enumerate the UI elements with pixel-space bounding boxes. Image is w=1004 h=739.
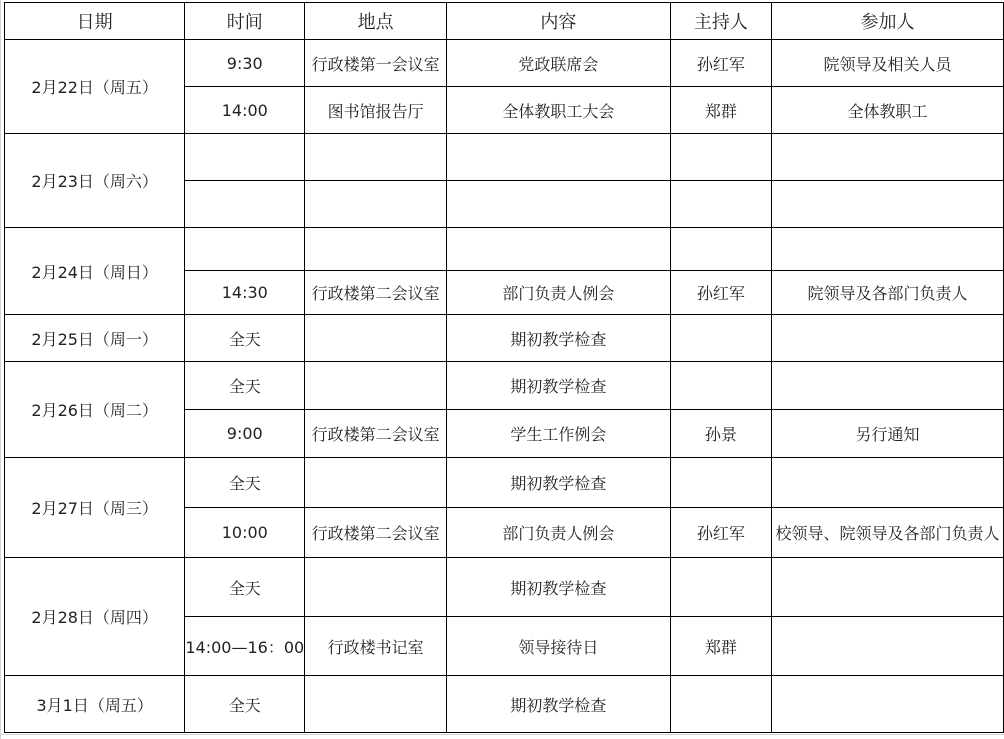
host-cell xyxy=(670,134,771,181)
table-row xyxy=(5,134,1004,181)
host-cell xyxy=(670,228,771,271)
date-cell: 2月28日（周四） xyxy=(5,558,185,676)
attendees-cell: 校领导、院领导及各部门负责人 xyxy=(772,508,1004,558)
host-cell xyxy=(670,676,771,733)
content-cell: 学生工作例会 xyxy=(447,410,671,458)
attendees-cell: 院领导及相关人员 xyxy=(772,40,1004,87)
header-content: 内容 xyxy=(447,3,671,40)
host-cell: 郑群 xyxy=(670,617,771,676)
place-cell: 行政楼第二会议室 xyxy=(305,508,447,558)
time-cell xyxy=(185,181,305,228)
time-cell: 全天 xyxy=(185,362,305,410)
content-cell xyxy=(447,228,671,271)
time-cell: 9:30 xyxy=(185,40,305,87)
content-cell: 部门负责人例会 xyxy=(447,508,671,558)
place-cell xyxy=(305,134,447,181)
header-place: 地点 xyxy=(305,3,447,40)
content-cell: 期初教学检查 xyxy=(447,315,671,362)
place-cell: 行政楼第二会议室 xyxy=(305,410,447,458)
host-cell: 孙红军 xyxy=(670,508,771,558)
attendees-cell xyxy=(772,181,1004,228)
table-row xyxy=(5,558,1004,617)
time-cell xyxy=(185,134,305,181)
host-cell xyxy=(670,362,771,410)
content-cell: 期初教学检查 xyxy=(447,362,671,410)
header-host: 主持人 xyxy=(670,3,771,40)
sheet-gridline-left xyxy=(0,0,1,739)
place-cell: 行政楼第二会议室 xyxy=(305,271,447,315)
host-cell xyxy=(670,315,771,362)
table-row xyxy=(5,458,1004,508)
place-cell xyxy=(305,558,447,617)
attendees-cell xyxy=(772,228,1004,271)
date-cell: 2月26日（周二） xyxy=(5,362,185,458)
host-cell xyxy=(670,181,771,228)
time-cell: 14:00 xyxy=(185,87,305,134)
header-date: 日期 xyxy=(5,3,185,40)
host-cell: 孙景 xyxy=(670,410,771,458)
content-cell: 党政联席会 xyxy=(447,40,671,87)
attendees-cell: 院领导及各部门负责人 xyxy=(772,271,1004,315)
date-cell: 3月1日（周五） xyxy=(5,676,185,733)
place-cell: 行政楼第一会议室 xyxy=(305,40,447,87)
date-cell: 2月23日（周六） xyxy=(5,134,185,228)
time-cell xyxy=(185,228,305,271)
schedule-table xyxy=(4,2,1004,733)
host-cell: 郑群 xyxy=(670,87,771,134)
header-time: 时间 xyxy=(185,3,305,40)
header-row xyxy=(5,3,1004,40)
time-cell: 全天 xyxy=(185,315,305,362)
host-cell xyxy=(670,458,771,508)
date-cell: 2月22日（周五） xyxy=(5,40,185,134)
host-cell xyxy=(670,558,771,617)
table-row xyxy=(5,228,1004,271)
content-cell: 全体教职工大会 xyxy=(447,87,671,134)
attendees-cell: 全体教职工 xyxy=(772,87,1004,134)
host-cell: 孙红军 xyxy=(670,271,771,315)
content-cell xyxy=(447,181,671,228)
place-cell xyxy=(305,362,447,410)
table-row xyxy=(5,40,1004,87)
place-cell xyxy=(305,181,447,228)
time-cell: 14:30 xyxy=(185,271,305,315)
content-cell: 部门负责人例会 xyxy=(447,271,671,315)
attendees-cell xyxy=(772,315,1004,362)
place-cell xyxy=(305,315,447,362)
host-cell: 孙红军 xyxy=(670,40,771,87)
attendees-cell xyxy=(772,134,1004,181)
time-cell: 9:00 xyxy=(185,410,305,458)
table-row xyxy=(5,676,1004,733)
content-cell xyxy=(447,134,671,181)
time-cell: 14:00—16：00 xyxy=(185,617,305,676)
place-cell xyxy=(305,676,447,733)
attendees-cell xyxy=(772,362,1004,410)
header-attendees: 参加人 xyxy=(772,3,1004,40)
date-cell: 2月27日（周三） xyxy=(5,458,185,558)
attendees-cell xyxy=(772,458,1004,508)
time-cell: 全天 xyxy=(185,676,305,733)
content-cell: 期初教学检查 xyxy=(447,676,671,733)
time-cell: 全天 xyxy=(185,458,305,508)
content-cell: 期初教学检查 xyxy=(447,558,671,617)
content-cell: 领导接待日 xyxy=(447,617,671,676)
date-cell: 2月25日（周一） xyxy=(5,315,185,362)
place-cell xyxy=(305,458,447,508)
time-cell: 全天 xyxy=(185,558,305,617)
attendees-cell: 另行通知 xyxy=(772,410,1004,458)
attendees-cell xyxy=(772,617,1004,676)
time-cell: 10:00 xyxy=(185,508,305,558)
attendees-cell xyxy=(772,676,1004,733)
sheet-gridline-bottom xyxy=(0,734,1004,735)
place-cell xyxy=(305,228,447,271)
content-cell: 期初教学检查 xyxy=(447,458,671,508)
place-cell: 行政楼书记室 xyxy=(305,617,447,676)
date-cell: 2月24日（周日） xyxy=(5,228,185,315)
table-row xyxy=(5,315,1004,362)
place-cell: 图书馆报告厅 xyxy=(305,87,447,134)
table-row xyxy=(5,362,1004,410)
attendees-cell xyxy=(772,558,1004,617)
